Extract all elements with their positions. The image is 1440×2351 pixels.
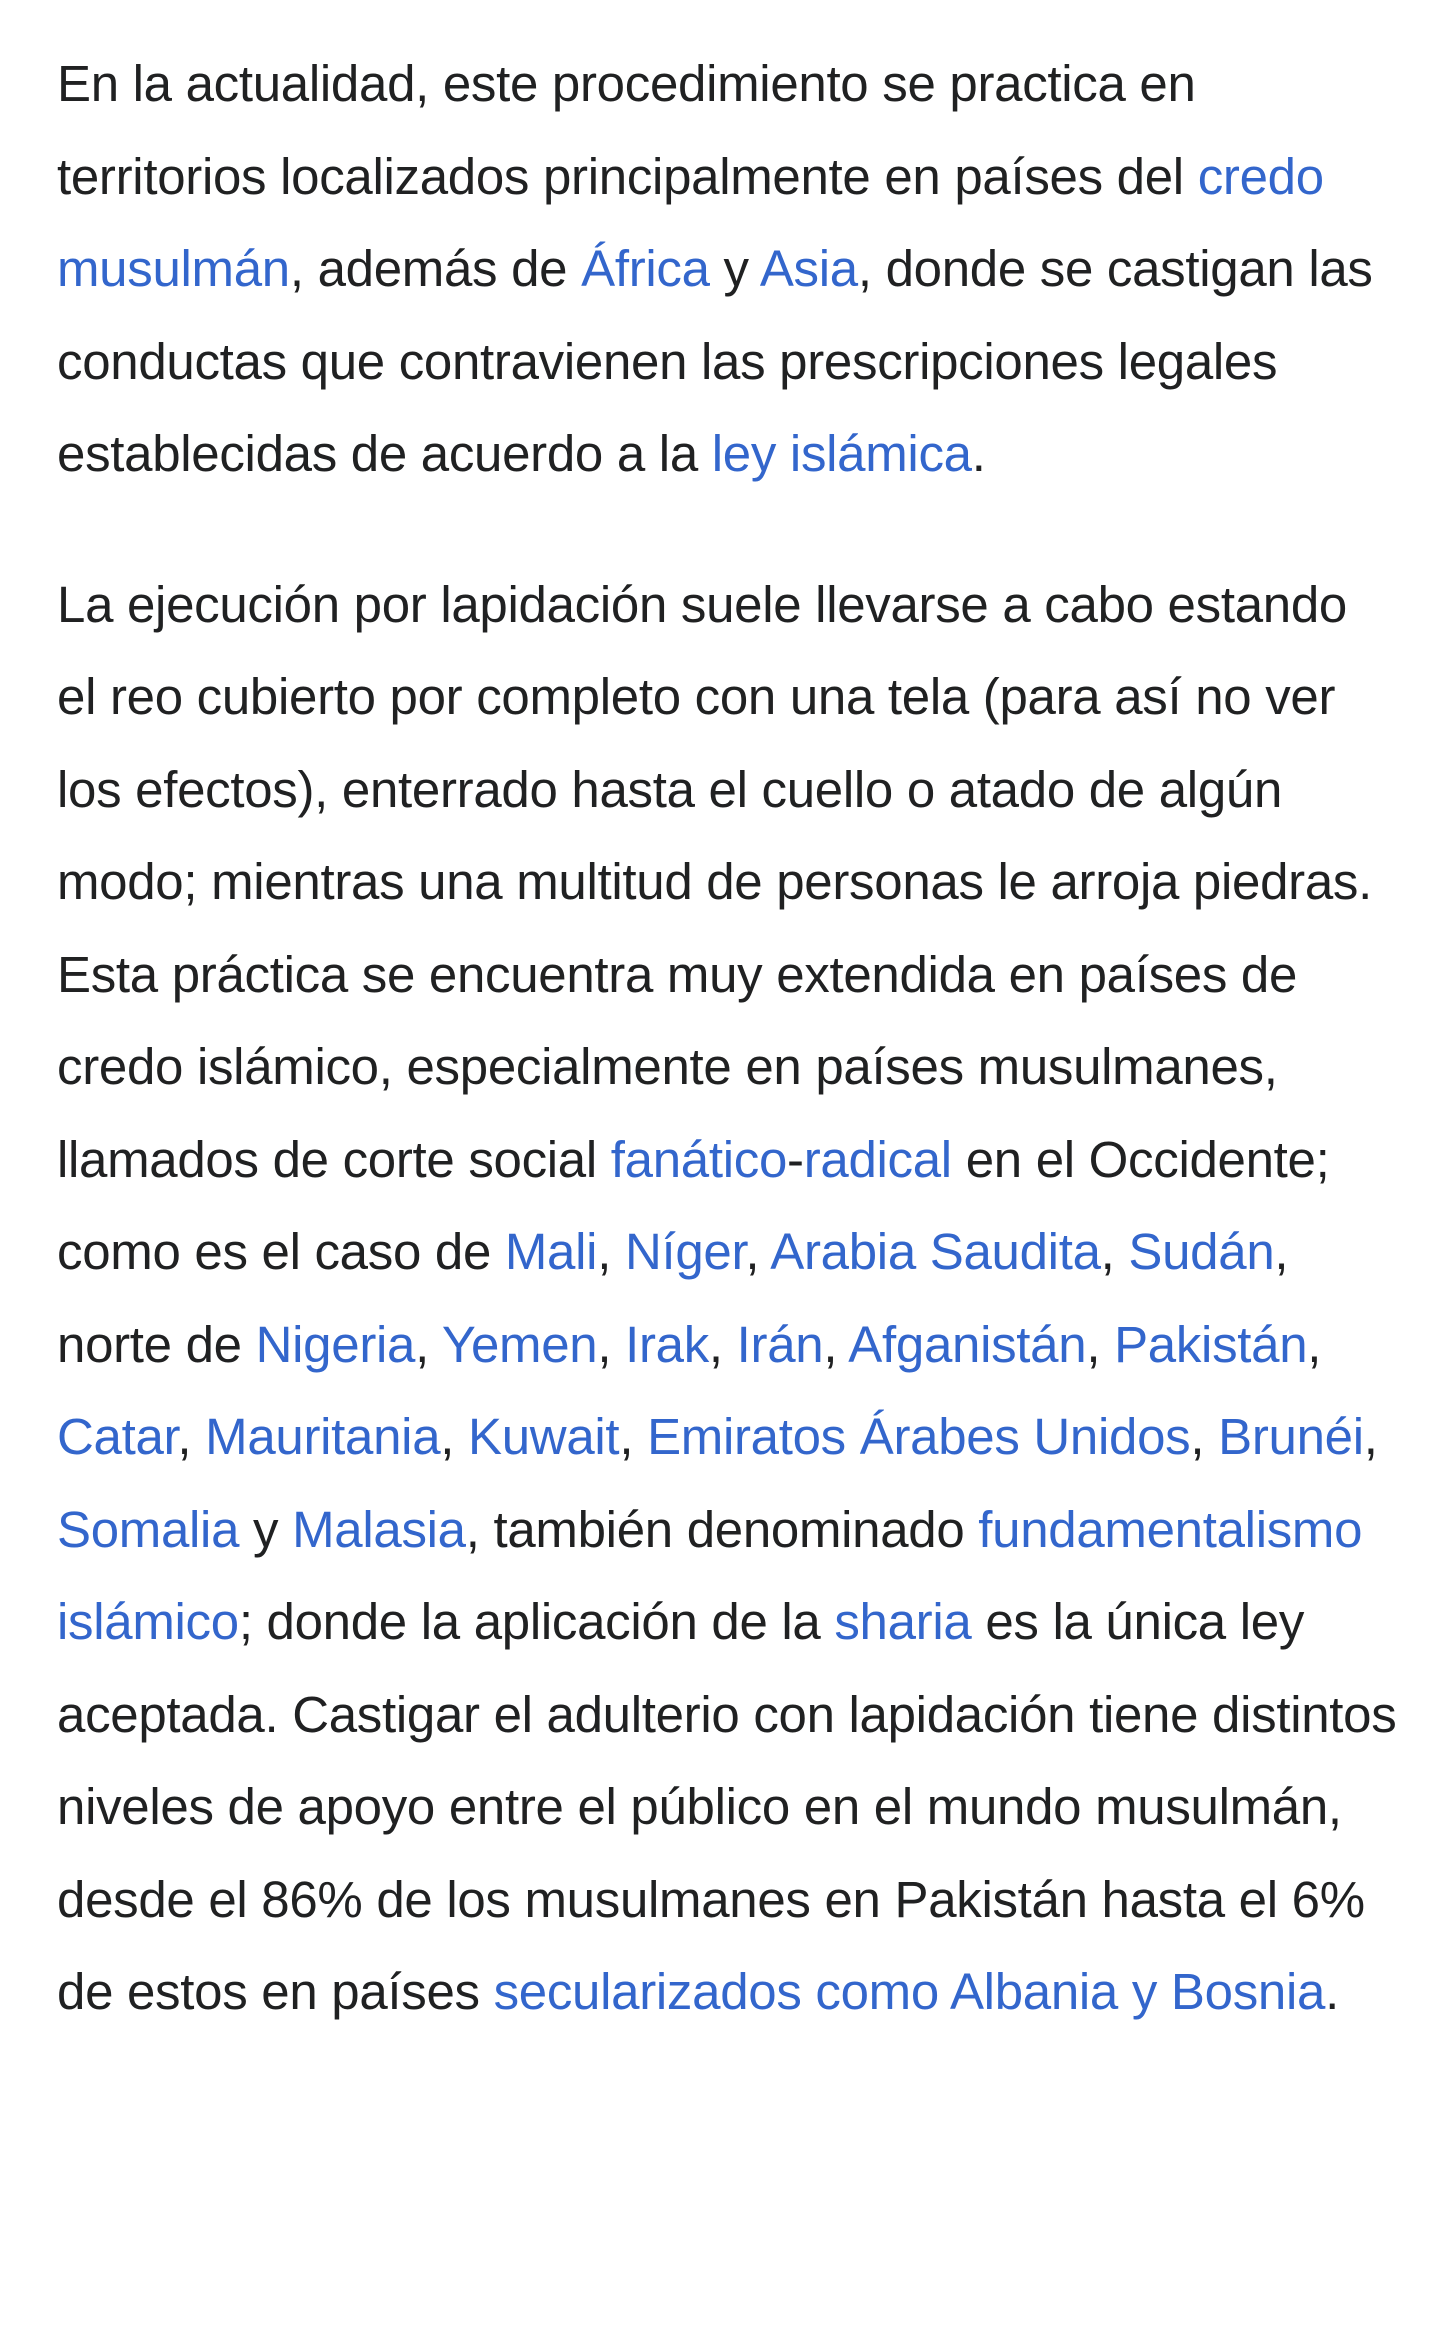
text-run: La ejecución por lapidación suele llevarse a cabo estando el reo cubierto por completo con una tela (para así no ver los efectos), enterrado hasta el cuello o atado de algún modo; mientras una multitud de personas le arroja piedras. Esta práctica se encuentra muy extendida en países de credo islámico, especialmente en países musulmanes, llamados de corte social [57,575,1372,1188]
link-mauritania[interactable]: Mauritania [205,1408,441,1465]
link-brunei[interactable]: Brunéi [1218,1408,1364,1465]
text-run: ; donde la aplicación de la [238,1593,835,1650]
link-arabia-saudita[interactable]: Arabia Saudita [770,1223,1101,1280]
link-sudan[interactable]: Sudán [1128,1223,1275,1280]
article-body [57,38,1397,2039]
link-mali[interactable]: Mali [504,1223,598,1280]
text-run: , [745,1223,771,1280]
text-run: - [787,1130,804,1188]
paragraph-ejecucion [57,559,1397,2039]
text-run: , además de [289,240,582,297]
text-run: y [709,240,760,297]
link-irak[interactable]: Irak [625,1315,709,1373]
link-pakistan[interactable]: Pakistán [1114,1315,1308,1373]
link-sharia[interactable]: sharia [834,1593,972,1650]
text-run: , [823,1315,849,1373]
link-malasia[interactable]: Malasia [292,1500,466,1558]
text-run: , [1086,1315,1115,1373]
link-radical[interactable]: radical [803,1130,952,1188]
link-credo-musulman[interactable]: credo musulmán [57,147,1324,297]
text-run: . [971,425,986,482]
link-kuwait[interactable]: Kuwait [468,1408,620,1465]
link-secularizados[interactable]: secularizados como Albania y Bosnia [493,1963,1326,2020]
link-emiratos-arabes-unidos[interactable]: Emiratos Árabes Unidos [647,1408,1191,1465]
link-fundamentalismo-islamico[interactable]: fundamentalismo islámico [57,1500,1363,1650]
text-run: , [708,1315,737,1373]
text-run: En la actualidad, este procedimiento se practica en territorios localizados principalmente en países del [57,55,1198,205]
link-nigeria[interactable]: Nigeria [255,1315,416,1373]
text-run: , [1100,1223,1129,1280]
text-run: , norte de [57,1223,1289,1373]
text-run: es la única ley aceptada. Castigar el adulterio con lapidación tiene distintos niveles de apoyo entre el público en el mundo musulmán, desde el 86% de los musulmanes en Pakistán hasta el 6% de estos en países [57,1593,1397,2020]
link-catar[interactable]: Catar [57,1408,178,1465]
text-run: , [177,1408,206,1465]
text-run: , [619,1408,648,1465]
link-afganistan[interactable]: Afganistán [848,1315,1087,1373]
text-run: , también denominado [465,1500,979,1558]
link-africa[interactable]: África [581,240,710,297]
text-run: en el Occidente; como es el caso de [57,1130,1330,1280]
text-run: , [1190,1408,1219,1465]
link-yemen[interactable]: Yemen [441,1315,598,1373]
link-fanatico[interactable]: fanático [610,1130,788,1188]
link-iran[interactable]: Irán [736,1315,824,1373]
link-niger[interactable]: Níger [624,1223,746,1280]
text-run: , [415,1315,442,1373]
text-run: , donde se castigan las conductas que contravienen las prescripciones legales establecidas de acuerdo a la [57,240,1373,482]
link-somalia[interactable]: Somalia [57,1500,240,1558]
paragraph-actualidad [57,38,1397,501]
text-run: y [239,1500,293,1558]
text-run: , [1307,1315,1322,1373]
text-run: , [597,1223,625,1280]
text-run: , [1363,1408,1378,1465]
link-asia[interactable]: Asia [759,240,858,297]
text-run: , [597,1315,626,1373]
text-run: . [1325,1963,1339,2020]
link-ley-islamica[interactable]: ley islámica [711,425,972,482]
text-run: , [440,1408,469,1465]
